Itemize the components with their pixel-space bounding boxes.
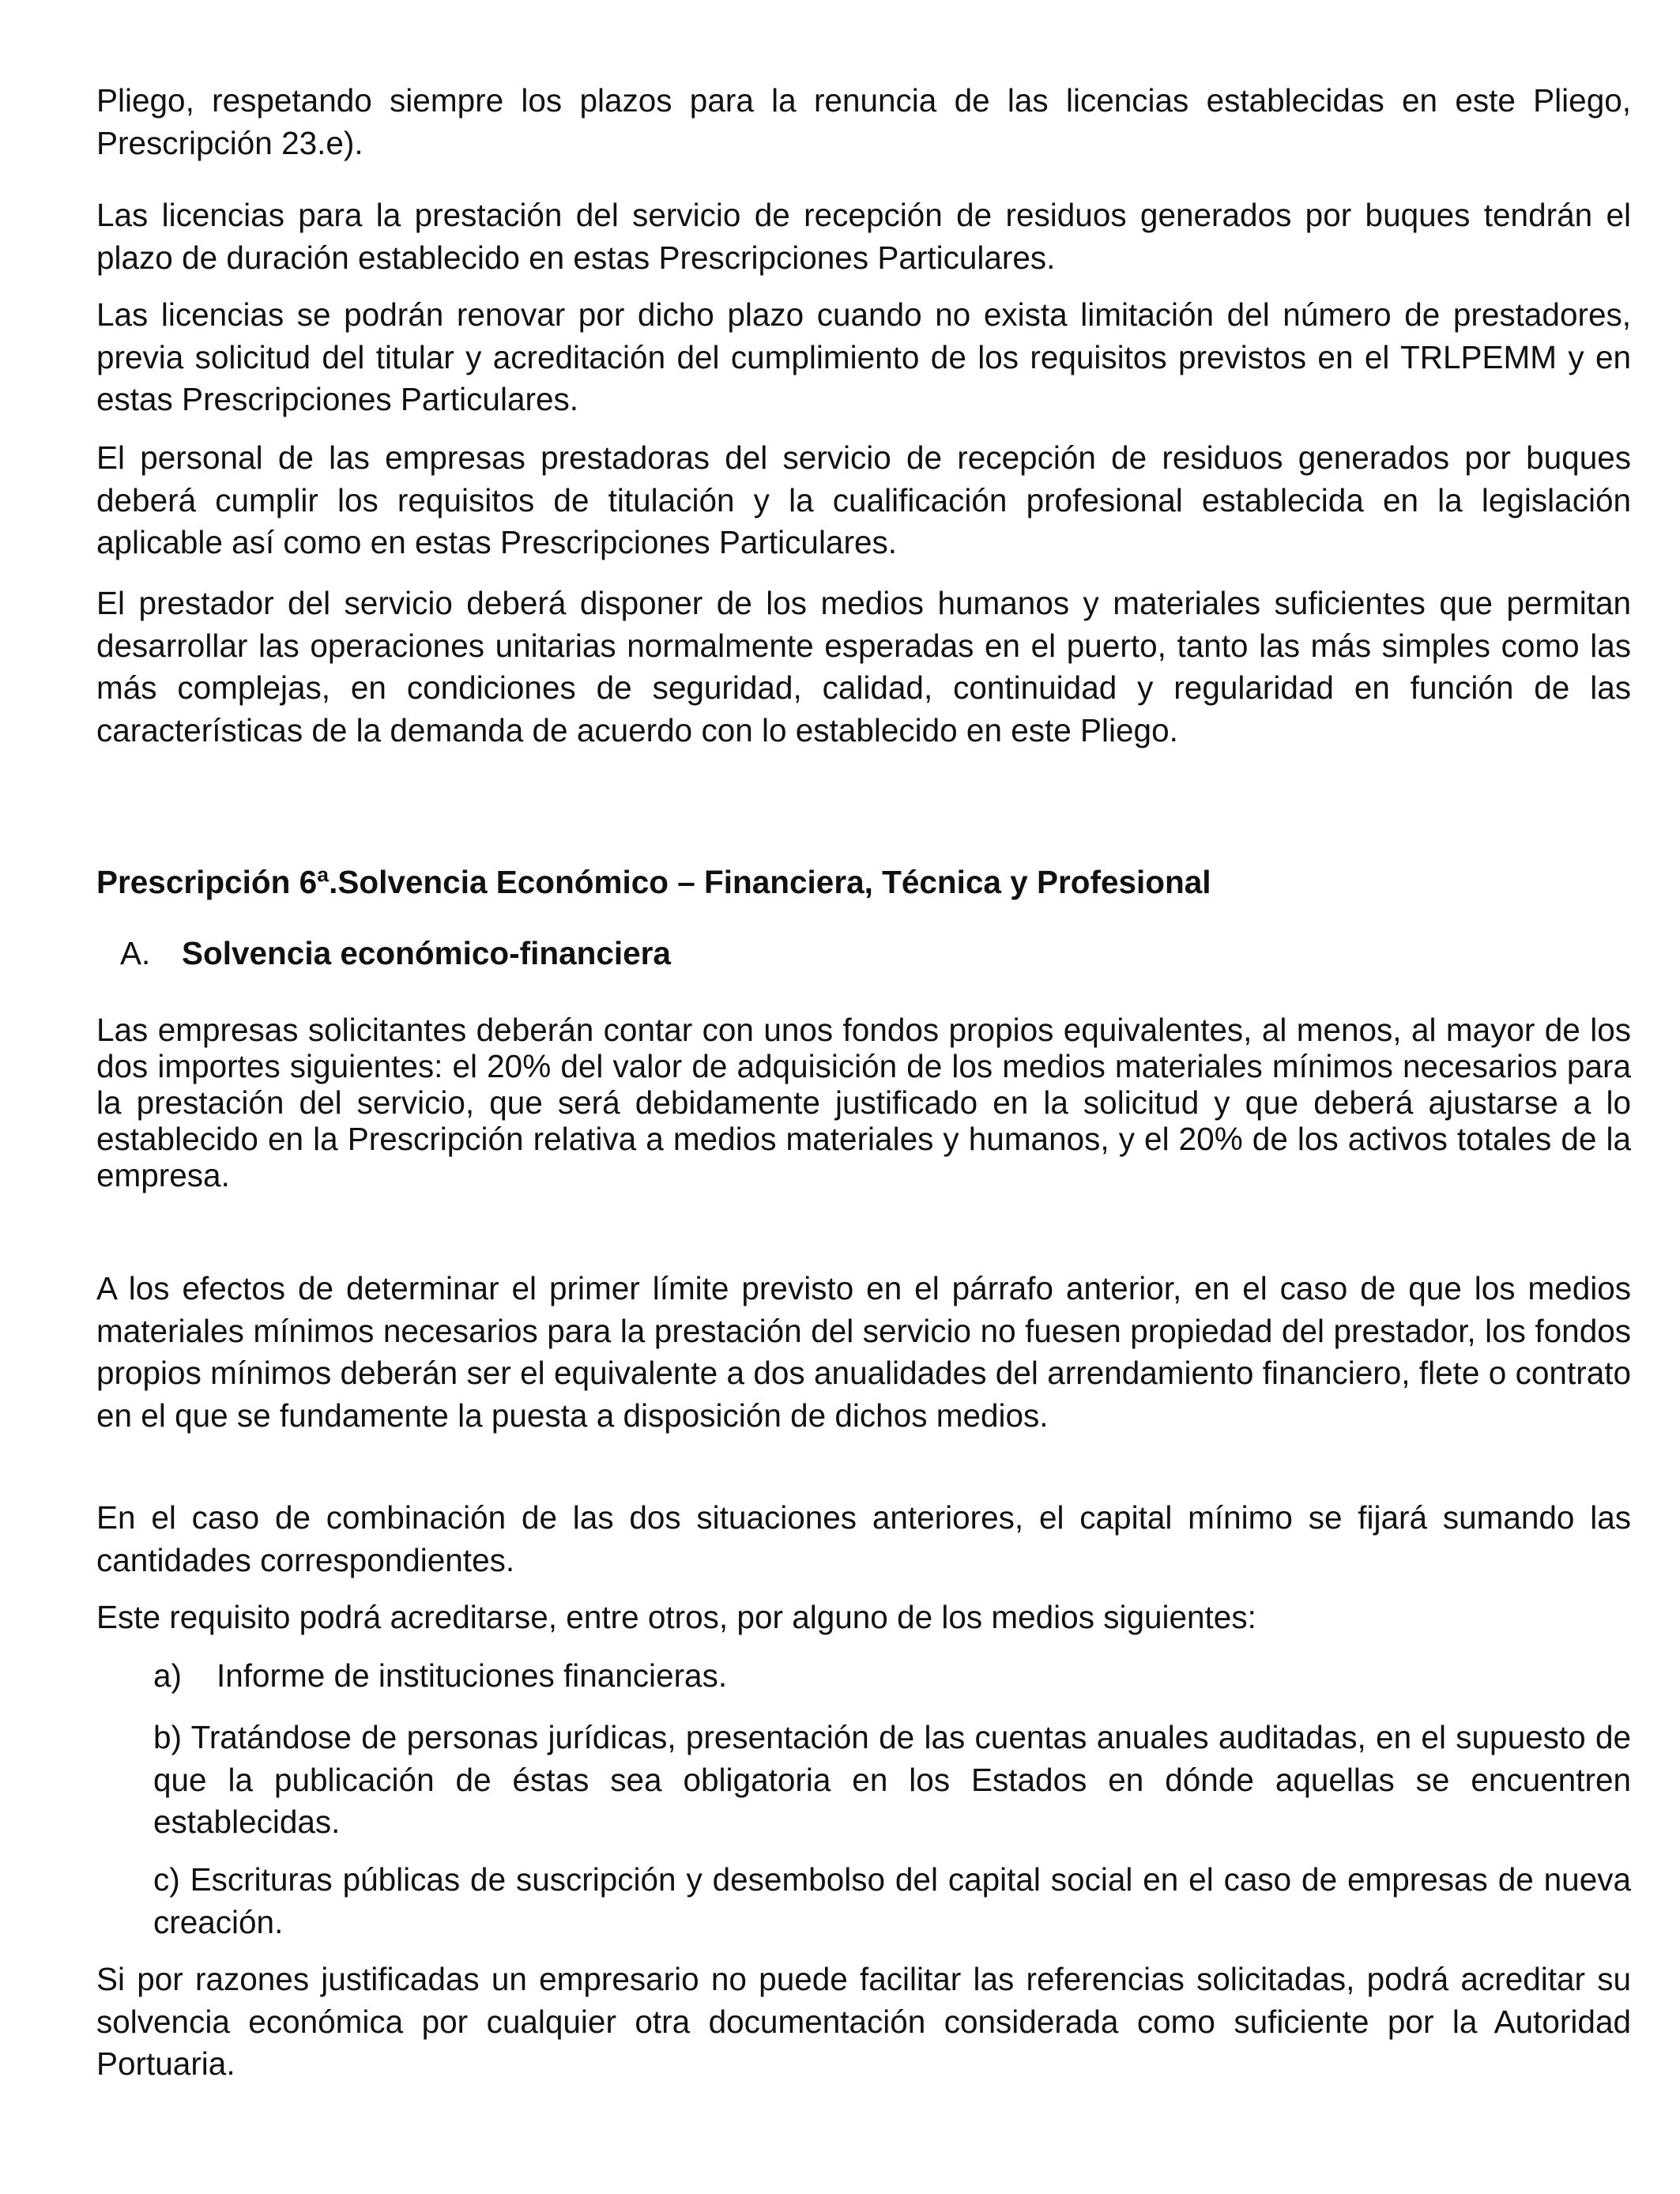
paragraph-4: El personal de las empresas prestadoras del servicio de recepción de residuos generados por buques deberá cumplir los requisitos de titulación y la cualificación profesional establecida en la legislación aplicable así como en estas Prescripciones Particulares.	[96, 439, 1631, 560]
list-item-a-marker: a)	[153, 1657, 183, 1694]
subsection-letter: A.	[120, 935, 151, 971]
paragraph-5: El prestador del servicio deberá disponer de los medios humanos y materiales suficientes que permitan desarrollar las operaciones unitarias normalmente esperadas en el puerto, tanto las más simples como las más complejas, en condiciones de seguridad, calidad, continuidad y regularidad en función de las características de la demanda de acuerdo con lo establecido en este Pliego.	[96, 585, 1631, 748]
list-item-c: c) Escrituras públicas de suscripción y desembolso del capital social en el caso de empresas de nueva creación.	[153, 1861, 1631, 1940]
paragraph-2: Las licencias para la prestación del servicio de recepción de residuos generados por buques tendrán el plazo de duración establecido en estas Prescripciones Particulares.	[96, 197, 1631, 276]
paragraph-10: Si por razones justificadas un empresario no puede facilitar las referencias solicitadas, podrá acreditar su solvencia económica por cualquier otra documentación considerada como suficiente por la Autoridad Portuaria.	[96, 1961, 1631, 2082]
paragraph-7: A los efectos de determinar el primer límite previsto en el párrafo anterior, en el caso de que los medios materiales mínimos necesarios para la prestación del servicio no fuesen propiedad del prestador, los fondos propios mínimos deberán ser el equivalente a dos anualidades del arrendamiento financiero, flete o contrato en el que se fundamente la puesta a disposición de dichos medios.	[96, 1270, 1631, 1434]
list-item-a	[153, 1655, 727, 1698]
paragraph-3: Las licencias se podrán renovar por dicho plazo cuando no exista limitación del número de prestadores, previa solicitud del titular y acreditación del cumplimiento de los requisitos previstos en el TRLPEMM y en estas Prescripciones Particulares.	[96, 296, 1631, 417]
paragraph-9: Este requisito podrá acreditarse, entre otros, por alguno de los medios siguientes:	[96, 1599, 1256, 1635]
subsection-heading	[120, 933, 671, 975]
paragraph-8: En el caso de combinación de las dos situaciones anteriores, el capital mínimo se fijará sumando las cantidades correspondientes.	[96, 1499, 1631, 1578]
list-item-b: b) Tratándose de personas jurídicas, presentación de las cuentas anuales auditadas, en el supuesto de que la publicación de éstas sea obligatoria en los Estados en dónde aquellas se encuentren establecidas.	[153, 1719, 1631, 1840]
subsection-title: Solvencia económico-financiera	[182, 935, 671, 971]
paragraph-6: Las empresas solicitantes deberán contar con unos fondos propios equivalentes, al menos, al mayor de los dos importes siguientes: el 20% del valor de adquisición de los medios materiales mínimos necesarios para la prestación del servicio, que será debidamente justificado en la solicitud y que deberá ajustarse a lo establecido en la Prescripción relativa a medios materiales y humanos, y el 20% de los activos totales de la empresa.	[96, 1012, 1631, 1193]
section-heading: Prescripción 6ª.Solvencia Económico – Financiera, Técnica y Profesional	[96, 864, 1211, 900]
paragraph-1: Pliego, respetando siempre los plazos para la renuncia de las licencias establecidas en este Pliego, Prescripción 23.e).	[96, 82, 1631, 161]
list-item-a-text: Informe de instituciones financieras.	[217, 1657, 728, 1694]
